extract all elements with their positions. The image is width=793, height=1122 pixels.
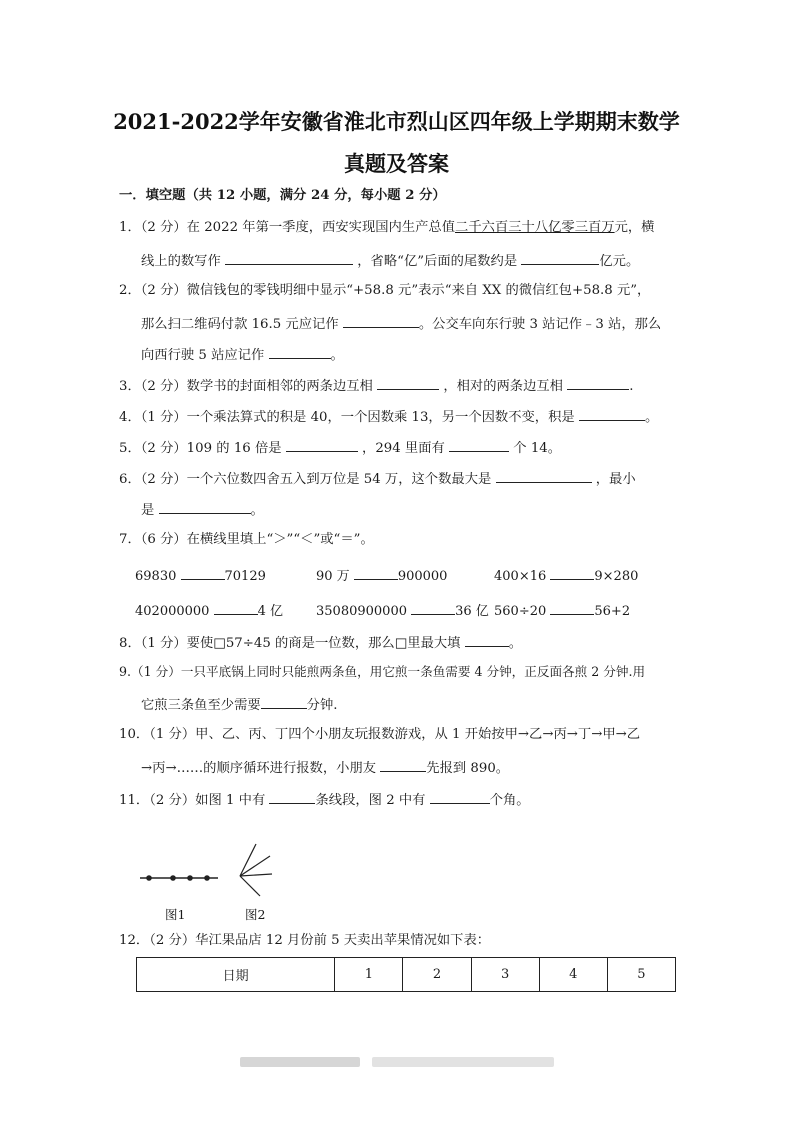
q1-text-a: 1．（2 分）在 2022 年第一季度，西安实现国内生产总值 bbox=[119, 220, 456, 235]
question-12: 12．（2 分）华江果品店 12 月份前 5 天卖出苹果情况如下表： bbox=[119, 933, 491, 948]
q4-blank[interactable] bbox=[579, 406, 645, 421]
q7-c1-left: 69830 bbox=[135, 569, 177, 584]
q8-text-b: 。 bbox=[508, 636, 523, 651]
q6-text-b: ，最小 bbox=[595, 472, 636, 487]
figure-1-line-segments bbox=[140, 875, 218, 881]
question-5 bbox=[119, 437, 561, 458]
q11-text-c: 个角。 bbox=[489, 793, 530, 808]
q10-blank[interactable] bbox=[380, 757, 426, 772]
document-title-line2: 真题及答案 bbox=[344, 151, 449, 176]
q7-c3-right: 9×280 bbox=[594, 569, 639, 584]
q6-text-a: 6．（2 分）一个六位数四舍五入到万位是 54 万，这个数最大是 bbox=[119, 472, 492, 487]
q9-text-b: 它煎三条鱼至少需要 bbox=[141, 698, 261, 713]
q7-c5-right: 36 亿 bbox=[455, 604, 489, 619]
table-header-cell: 日期 bbox=[137, 958, 335, 992]
q7-c4-right: 4 亿 bbox=[257, 604, 283, 619]
q11-figures bbox=[130, 840, 290, 900]
q6-blank-1[interactable] bbox=[496, 468, 592, 483]
table-header-cell: 5 bbox=[607, 958, 675, 992]
q10-text-b: →丙→……的顺序循环进行报数，小朋友 bbox=[141, 761, 377, 776]
q7-c3-left: 400×16 bbox=[494, 569, 547, 584]
table-header-cell: 4 bbox=[539, 958, 607, 992]
figure-2-angles bbox=[240, 844, 272, 896]
q1-underlined-number: 二千六百三十八亿零三百万 bbox=[455, 220, 615, 235]
table-header-cell: 2 bbox=[403, 958, 471, 992]
q9-text-c: 分钟. bbox=[306, 698, 338, 713]
q7-c4-left: 402000000 bbox=[135, 604, 210, 619]
table-header-cell: 3 bbox=[471, 958, 539, 992]
question-9-line2 bbox=[141, 694, 338, 715]
q7-c5-left: 35080900000 bbox=[316, 604, 407, 619]
question-1-line1 bbox=[119, 219, 654, 237]
question-10-line1: 10．（1 分）甲、乙、丙、丁四个小朋友玩报数游戏，从 1 开始按甲→乙→丙→丁→甲→乙 bbox=[119, 727, 641, 742]
q7-c3-blank[interactable] bbox=[550, 565, 594, 580]
q7-c4-blank[interactable] bbox=[214, 600, 258, 615]
apple-sales-table bbox=[136, 957, 676, 992]
q7-comparison-5 bbox=[316, 600, 489, 619]
q9-blank[interactable] bbox=[261, 694, 307, 709]
q7-comparison-1 bbox=[135, 565, 266, 584]
q5-text-b: ，294 里面有 bbox=[362, 441, 445, 456]
q4-text-a: 4．（1 分）一个乘法算式的积是 40，一个因数乘 13，另一个因数不变，积是 bbox=[119, 410, 575, 425]
q7-comparison-3 bbox=[494, 565, 638, 584]
q2-text-e: 。 bbox=[330, 348, 344, 363]
q10-text-c: 先报到 890。 bbox=[426, 761, 510, 776]
q5-blank-1[interactable] bbox=[286, 437, 358, 452]
q2-blank-1[interactable] bbox=[343, 313, 419, 328]
q7-c6-blank[interactable] bbox=[550, 600, 594, 615]
q1-text-b: 元，横 bbox=[614, 220, 655, 235]
document-title-line1: 2021-2022学年安徽省淮北市烈山区四年级上学期期末数学 bbox=[113, 109, 680, 134]
footer-watermark bbox=[240, 1057, 360, 1067]
question-7-instruction: 7．（6 分）在横线里填上“＞”“＜”或“＝”。 bbox=[119, 532, 374, 547]
q2-text-d: 向西行驶 5 站应记作 bbox=[141, 348, 265, 363]
q7-c5-blank[interactable] bbox=[411, 600, 455, 615]
q7-c1-right: 70129 bbox=[224, 569, 266, 584]
question-10-line2 bbox=[141, 757, 509, 778]
q3-blank-2[interactable] bbox=[567, 375, 629, 390]
q11-text-b: 条线段，图 2 中有 bbox=[315, 793, 426, 808]
q2-text-b: 那么扫二维码付款 16.5 元应记作 bbox=[141, 317, 339, 332]
figure-1-label: 图1 bbox=[165, 907, 186, 922]
q1-text-c: 线上的数写作 bbox=[141, 254, 221, 269]
q8-blank[interactable] bbox=[465, 632, 509, 647]
q8-text-a: 8．（1 分）要使□57÷45 的商是一位数，那么□里最大填 bbox=[119, 636, 461, 651]
q5-text-a: 5．（2 分）109 的 16 倍是 bbox=[119, 441, 282, 456]
q11-text-a: 11．（2 分）如图 1 中有 bbox=[119, 793, 266, 808]
q1-blank-1[interactable] bbox=[225, 250, 353, 265]
q7-c6-right: 56+2 bbox=[594, 604, 631, 619]
q1-blank-2[interactable] bbox=[521, 250, 599, 265]
q6-blank-2[interactable] bbox=[159, 499, 251, 514]
figure-2-label: 图2 bbox=[245, 907, 266, 922]
q2-text-c: 。公交车向东行驶 3 站记作﹣3 站，那么 bbox=[418, 317, 662, 332]
q6-text-d: 。 bbox=[250, 503, 264, 518]
q1-text-d: ，省略“亿”后面的尾数约是 bbox=[357, 254, 518, 269]
question-4 bbox=[119, 406, 658, 427]
q7-c6-left: 560÷20 bbox=[494, 604, 547, 619]
q5-text-c: 个 14。 bbox=[513, 441, 562, 456]
question-6-line2 bbox=[141, 499, 264, 520]
question-2-line2 bbox=[141, 313, 661, 334]
question-1-line2 bbox=[141, 250, 639, 271]
question-11 bbox=[119, 789, 530, 810]
q7-c1-blank[interactable] bbox=[181, 565, 225, 580]
q3-blank-1[interactable] bbox=[377, 375, 439, 390]
table-header-cell: 1 bbox=[335, 958, 403, 992]
q5-blank-2[interactable] bbox=[449, 437, 509, 452]
q7-c2-right: 900000 bbox=[397, 569, 448, 584]
q7-c2-blank[interactable] bbox=[354, 565, 398, 580]
q6-text-c: 是 bbox=[141, 503, 155, 518]
question-2-line1: 2．（2 分）微信钱包的零钱明细中显示“+58.8 元”表示“来自 XX 的微信红包+58.8 元”， bbox=[119, 283, 651, 298]
q4-text-b: 。 bbox=[644, 410, 659, 425]
q11-blank-1[interactable] bbox=[269, 789, 315, 804]
q2-blank-2[interactable] bbox=[269, 344, 331, 359]
question-6-line1 bbox=[119, 468, 636, 489]
question-3 bbox=[119, 375, 633, 396]
q7-comparison-6 bbox=[494, 600, 630, 619]
q3-text-a: 3．（2 分）数学书的封面相邻的两条边互相 bbox=[119, 379, 373, 394]
q7-c2-left: 90 万 bbox=[316, 569, 350, 584]
q1-text-e: 亿元。 bbox=[599, 254, 640, 269]
question-2-line3 bbox=[141, 344, 344, 365]
question-8 bbox=[119, 632, 522, 653]
q11-blank-2[interactable] bbox=[430, 789, 490, 804]
q3-text-c: . bbox=[629, 379, 634, 394]
q3-text-b: ，相对的两条边互相 bbox=[443, 379, 563, 394]
section-heading: 一．填空题（共 12 小题，满分 24 分，每小题 2 分） bbox=[119, 188, 446, 203]
table-row bbox=[137, 958, 676, 992]
q7-comparison-2 bbox=[316, 565, 447, 584]
q7-comparison-4 bbox=[135, 600, 283, 619]
footer-watermark-2 bbox=[372, 1057, 554, 1067]
question-9-line1: 9.（1 分）一只平底锅上同时只能煎两条鱼，用它煎一条鱼需要 4 分钟，正反面各煎 2 分钟.用 bbox=[119, 664, 646, 679]
